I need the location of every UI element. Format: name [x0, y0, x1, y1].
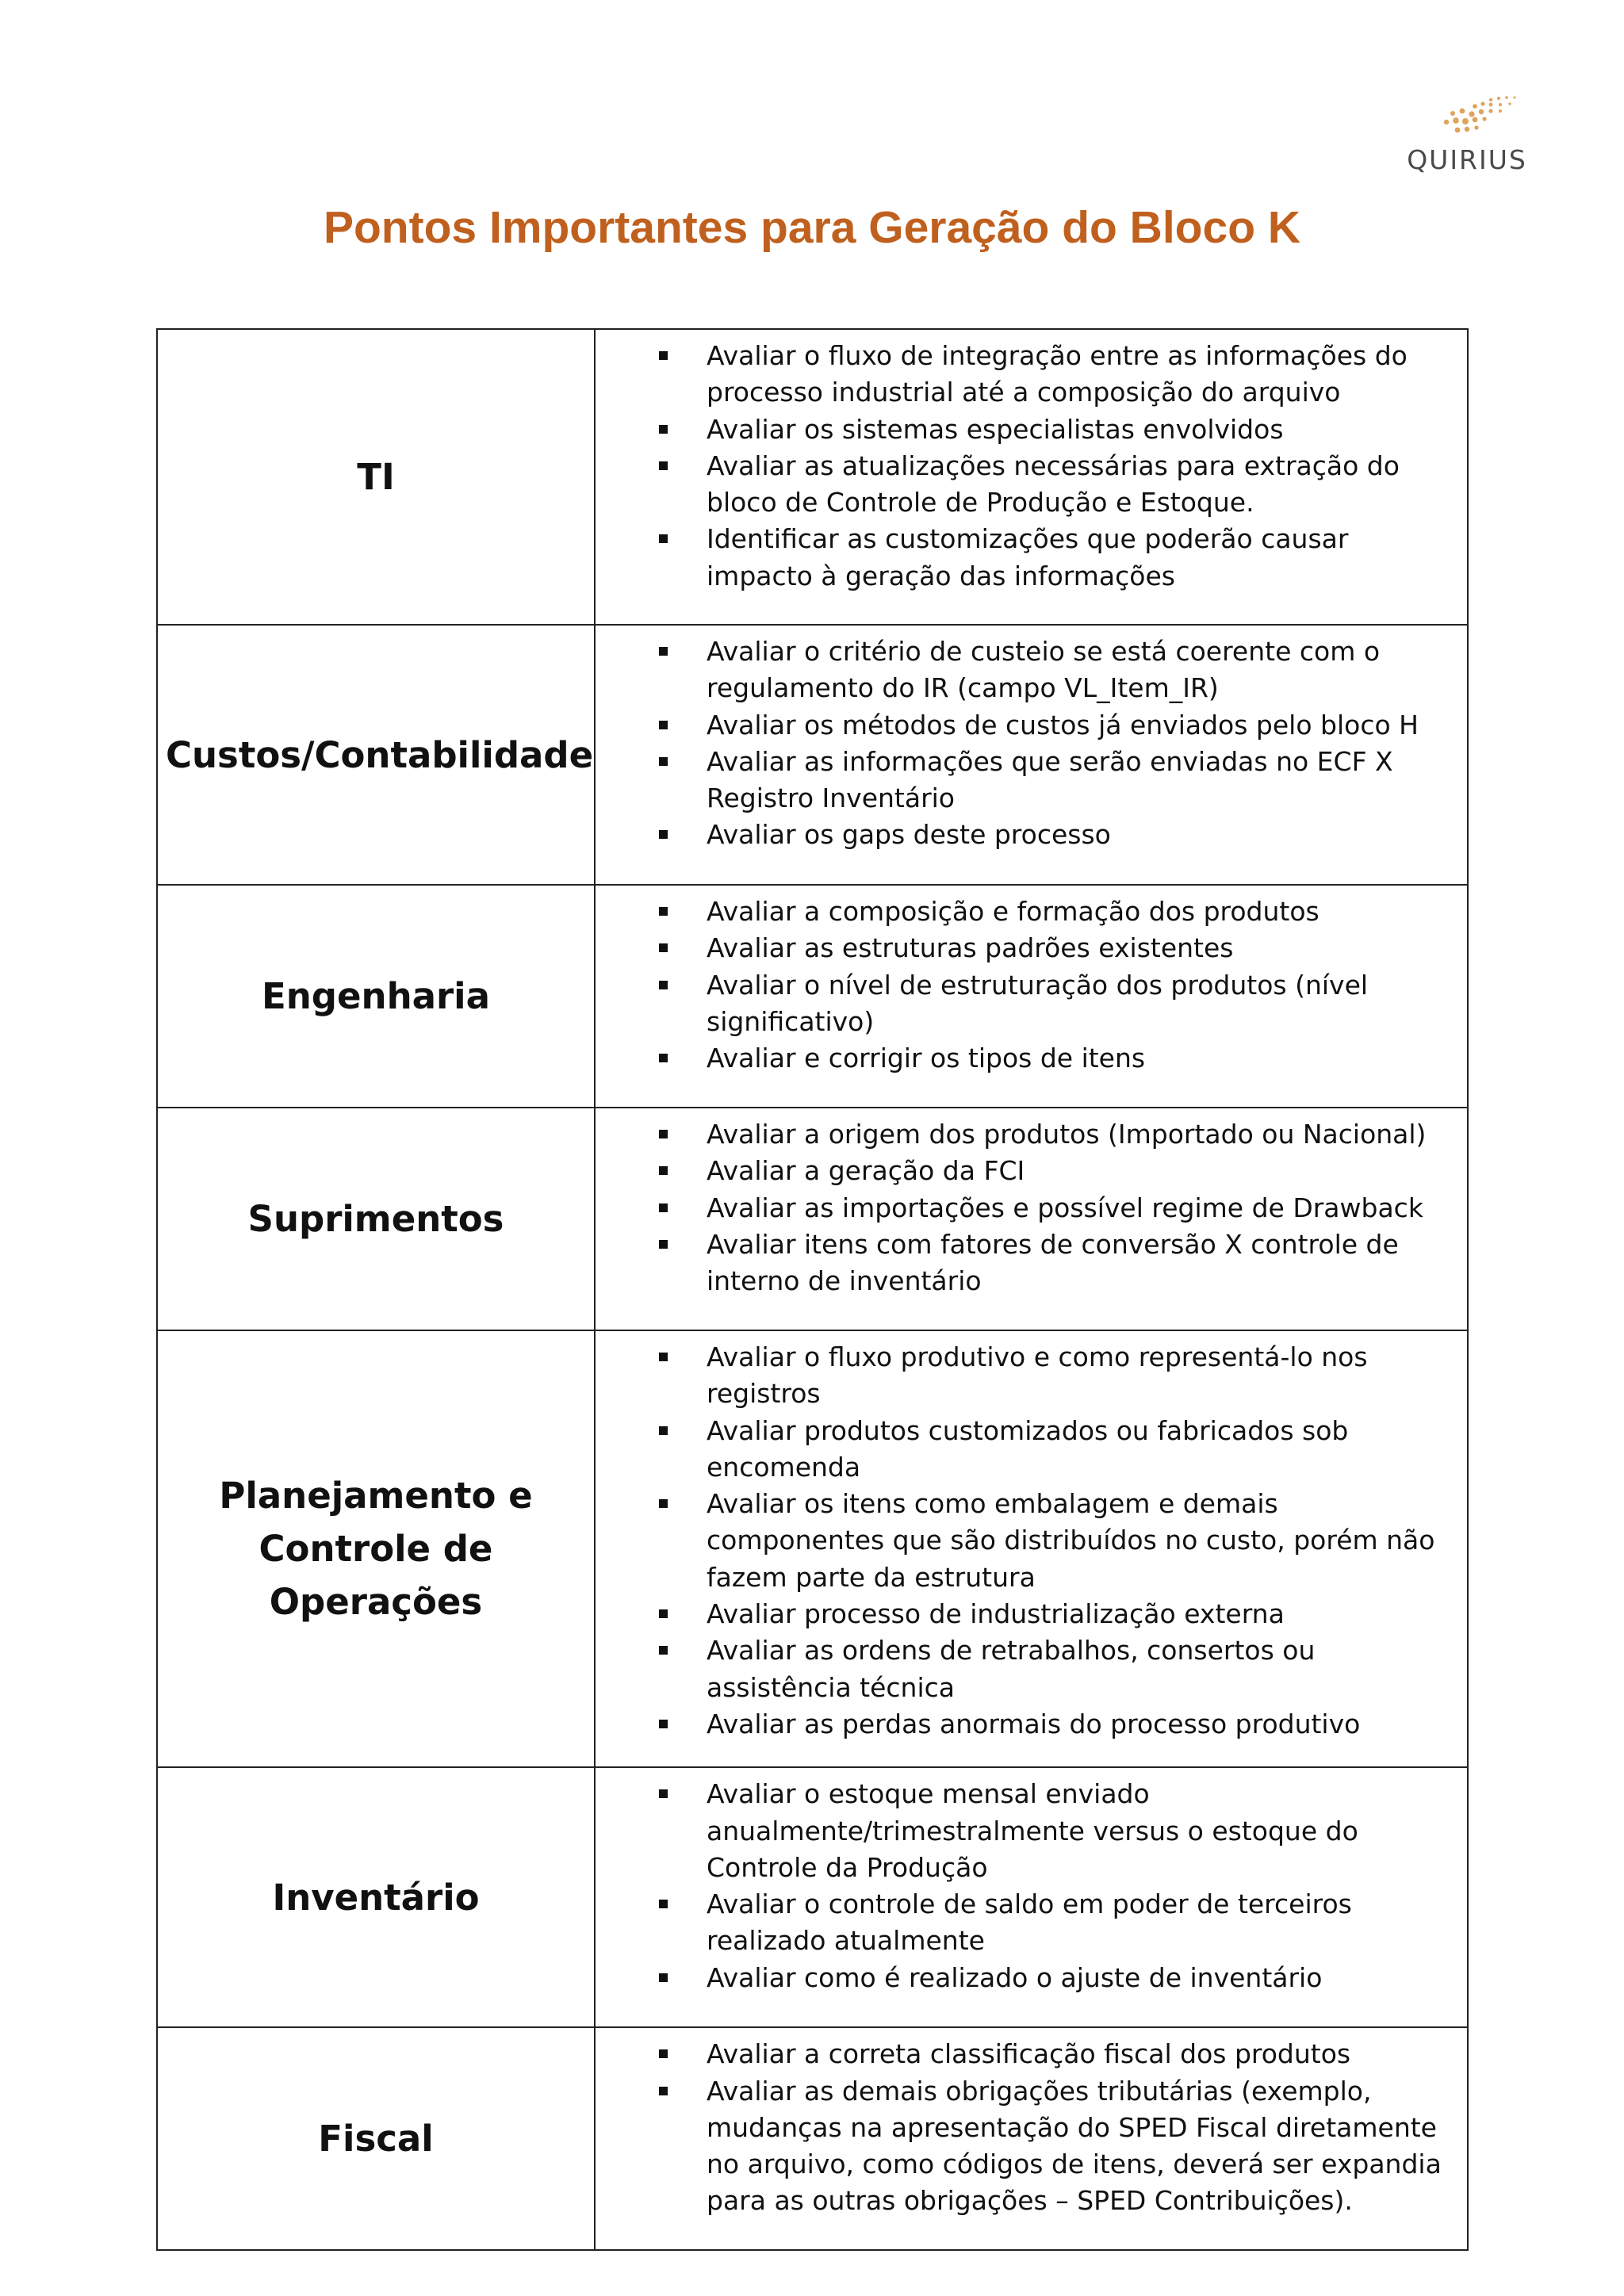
- area-label: TI: [157, 329, 595, 625]
- table-row-suprimentos: [157, 1108, 1468, 1330]
- area-checklist: [595, 625, 1468, 885]
- table-row-custos-contabilidade: [157, 625, 1468, 885]
- area-label: Inventário: [157, 1767, 595, 2027]
- bullet-list: [596, 894, 1457, 1077]
- dotted-wave-logo-icon: [1435, 94, 1522, 138]
- list-item: Avaliar produtos customizados ou fabricados sob encomenda: [596, 1413, 1457, 1487]
- list-item: Avaliar as estruturas padrões existentes: [596, 930, 1457, 966]
- page-title: Pontos Importantes para Geração do Bloco K: [323, 202, 1301, 253]
- table-row-ti: [157, 329, 1468, 625]
- list-item: Avaliar as ordens de retrabalhos, consertos ou assistência técnica: [596, 1632, 1457, 1706]
- list-item: Avaliar o estoque mensal enviado anualmente/trimestralmente versus o estoque do Controle da Produção: [596, 1776, 1457, 1886]
- bullet-list: [596, 1339, 1457, 1743]
- list-item: Avaliar a correta classificação fiscal dos produtos: [596, 2036, 1457, 2072]
- points-table: [156, 328, 1469, 2251]
- list-item: Avaliar a origem dos produtos (Importado ou Nacional): [596, 1116, 1457, 1153]
- list-item: Avaliar e corrigir os tipos de itens: [596, 1040, 1457, 1077]
- list-item: Avaliar o controle de saldo em poder de terceiros realizado atualmente: [596, 1886, 1457, 1960]
- list-item: Avaliar o fluxo produtivo e como representá-lo nos registros: [596, 1339, 1457, 1413]
- table-row-engenharia: [157, 885, 1468, 1108]
- list-item: Avaliar as demais obrigações tributárias (exemplo, mudanças na apresentação do SPED Fiscal diretamente no arquivo, como códigos de itens, deverá ser expandia para as outras obrigações – SPED Contribuições).: [596, 2073, 1457, 2220]
- area-label: Fiscal: [157, 2027, 595, 2250]
- area-checklist: [595, 329, 1468, 625]
- list-item: Avaliar a composição e formação dos produtos: [596, 894, 1457, 930]
- table-row-fiscal: [157, 2027, 1468, 2250]
- list-item: Avaliar processo de industrialização externa: [596, 1596, 1457, 1632]
- bullet-list: [596, 633, 1457, 854]
- list-item: Avaliar o critério de custeio se está coerente com o regulamento do IR (campo VL_Item_IR): [596, 633, 1457, 707]
- list-item: Avaliar as perdas anormais do processo produtivo: [596, 1706, 1457, 1743]
- area-label: Custos/Contabilidade: [157, 625, 595, 885]
- list-item: Avaliar os métodos de custos já enviados pelo bloco H: [596, 707, 1457, 744]
- list-item: Identificar as customizações que poderão causar impacto à geração das informações: [596, 521, 1457, 595]
- area-label: Suprimentos: [157, 1108, 595, 1330]
- list-item: Avaliar a geração da FCI: [596, 1153, 1457, 1189]
- bullet-list: [596, 2036, 1457, 2219]
- company-logo: [1396, 94, 1538, 181]
- area-checklist: [595, 1330, 1468, 1767]
- list-item: Avaliar as informações que serão enviadas no ECF X Registro Inventário: [596, 744, 1457, 817]
- area-label: Engenharia: [157, 885, 595, 1108]
- list-item: Avaliar o fluxo de integração entre as informações do processo industrial até a composição do arquivo: [596, 338, 1457, 411]
- list-item: Avaliar os itens como embalagem e demais componentes que são distribuídos no custo, porém não fazem parte da estrutura: [596, 1486, 1457, 1596]
- list-item: Avaliar os gaps deste processo: [596, 817, 1457, 853]
- list-item: Avaliar as atualizações necessárias para extração do bloco de Controle de Produção e Estoque.: [596, 448, 1457, 522]
- bullet-list: [596, 1776, 1457, 1996]
- table-row-planejamento-e-controle-de-operacoes: [157, 1330, 1468, 1767]
- area-checklist: [595, 1767, 1468, 2027]
- area-checklist: [595, 1108, 1468, 1330]
- list-item: Avaliar o nível de estruturação dos produtos (nível significativo): [596, 967, 1457, 1041]
- table-row-inventario: [157, 1767, 1468, 2027]
- brand-name: QUIRIUS: [1407, 144, 1527, 175]
- area-checklist: [595, 885, 1468, 1108]
- area-label: Planejamento e Controle de Operações: [157, 1330, 595, 1767]
- list-item: Avaliar como é realizado o ajuste de inventário: [596, 1960, 1457, 1996]
- area-checklist: [595, 2027, 1468, 2250]
- list-item: Avaliar itens com fatores de conversão X controle de interno de inventário: [596, 1226, 1457, 1300]
- list-item: Avaliar as importações e possível regime de Drawback: [596, 1190, 1457, 1226]
- bullet-list: [596, 338, 1457, 595]
- bullet-list: [596, 1116, 1457, 1299]
- list-item: Avaliar os sistemas especialistas envolvidos: [596, 411, 1457, 448]
